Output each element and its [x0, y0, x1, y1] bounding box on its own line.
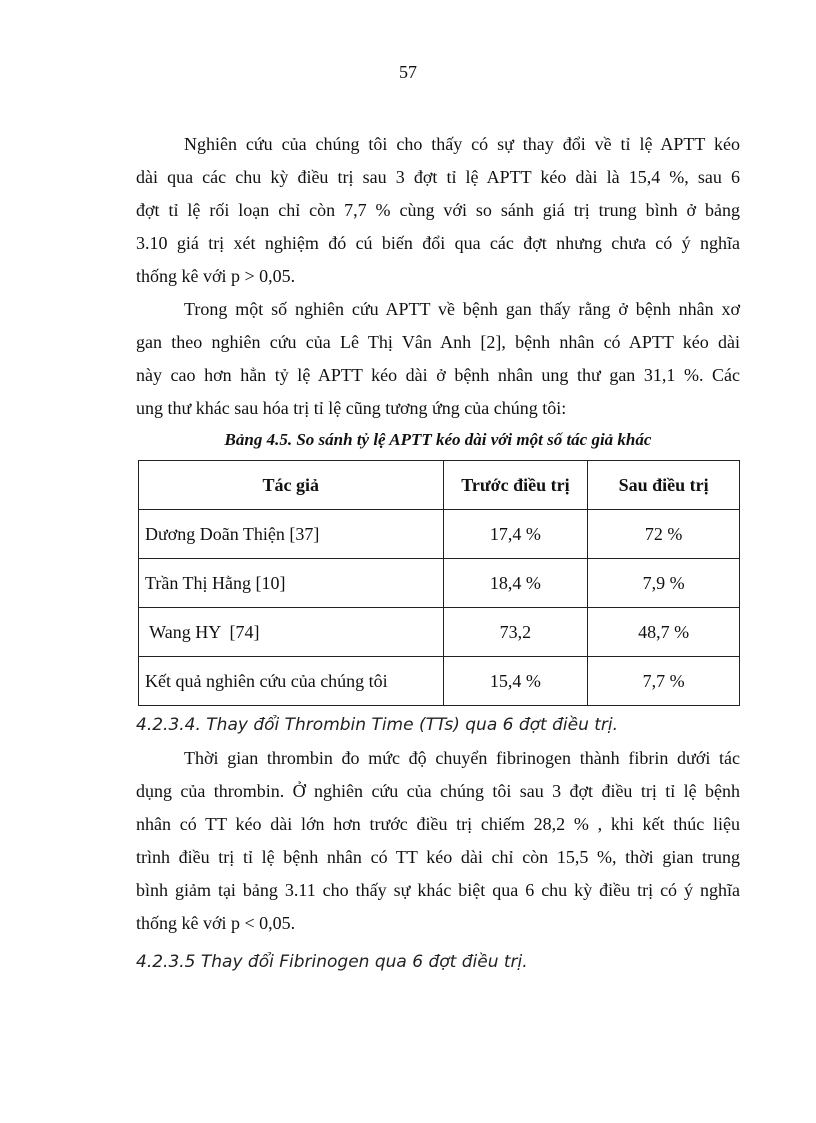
text-line: trình điều trị tỉ lệ bệnh nhân có TT kéo dài chỉ còn 15,5 %, thời gian trung [136, 847, 740, 867]
text-line: gan theo nghiên cứu của Lê Thị Vân Anh [2], bệnh nhân có APTT kéo dài [136, 332, 740, 352]
cell-after: 48,7 % [588, 608, 740, 657]
text-line: ung thư khác sau hóa trị tỉ lệ cũng tương ứng của chúng tôi: [136, 398, 567, 418]
cell-before: 18,4 % [443, 559, 588, 608]
cell-before: 15,4 % [443, 657, 588, 706]
table-row [139, 559, 740, 608]
page-number: 57 [399, 62, 417, 82]
header-author: Tác giả [139, 461, 444, 510]
cell-author: Kết quả nghiên cứu của chúng tôi [139, 657, 444, 706]
paragraph-thrombin-time [136, 742, 740, 940]
text-line: dụng của thrombin. Ở nghiên cứu của chúng tôi sau 3 đợt điều trị tỉ lệ bệnh [136, 781, 740, 801]
section-heading-thrombin-time: 4.2.3.4. Thay đổi Thrombin Time (TTs) qua 6 đợt điều trị. [136, 715, 619, 735]
cell-before: 73,2 [443, 608, 588, 657]
cell-after: 7,7 % [588, 657, 740, 706]
text-line: thống kê với p > 0,05. [136, 266, 296, 286]
text-line: bình giảm tại bảng 3.11 cho thấy sự khác biệt qua 6 chu kỳ điều trị có ý nghĩa [136, 880, 740, 900]
section-heading-fibrinogen: 4.2.3.5 Thay đổi Fibrinogen qua 6 đợt điều trị. [136, 952, 528, 972]
text-line: 3.10 giá trị xét nghiệm đó cú biến đổi qua các đợt nhưng chưa có ý nghĩa [136, 233, 740, 253]
table-row [139, 608, 740, 657]
cell-before: 17,4 % [443, 510, 588, 559]
table-header-row [139, 461, 740, 510]
cell-author: Wang HY [74] [139, 608, 444, 657]
header-after-treatment: Sau điều trị [588, 461, 740, 510]
cell-author: Dương Doãn Thiện [37] [139, 510, 444, 559]
text-line: dài qua các chu kỳ điều trị sau 3 đợt tỉ lệ APTT kéo dài là 15,4 %, sau 6 [136, 167, 740, 187]
text-line: đợt tỉ lệ rối loạn chỉ còn 7,7 % cùng với so sánh giá trị trung bình ở bảng [136, 200, 740, 220]
paragraph-aptt-results [136, 128, 740, 293]
table-caption: Bảng 4.5. So sánh tỷ lệ APTT kéo dài với một số tác giả khác [224, 430, 652, 449]
text-line: Thời gian thrombin đo mức độ chuyển fibrinogen thành fibrin dưới tác [184, 748, 740, 768]
paragraph-aptt-liver [136, 293, 740, 425]
text-line: nhân có TT kéo dài lớn hơn trước điều trị chiếm 28,2 % , khi kết thúc liệu [136, 814, 740, 834]
text-line: này cao hơn hẳn tỷ lệ APTT kéo dài ở bệnh nhân ung thư gan 31,1 %. Các [136, 365, 740, 385]
header-before-treatment: Trước điều trị [443, 461, 588, 510]
comparison-table [138, 460, 740, 706]
table-row [139, 510, 740, 559]
table-row [139, 657, 740, 706]
text-line: Trong một số nghiên cứu APTT về bệnh gan thấy rằng ở bệnh nhân xơ [184, 299, 740, 319]
cell-author: Trần Thị Hằng [10] [139, 559, 444, 608]
text-line: Nghiên cứu của chúng tôi cho thấy có sự thay đổi về tỉ lệ APTT kéo [184, 134, 740, 154]
cell-after: 7,9 % [588, 559, 740, 608]
cell-after: 72 % [588, 510, 740, 559]
text-line: thống kê với p < 0,05. [136, 913, 296, 933]
